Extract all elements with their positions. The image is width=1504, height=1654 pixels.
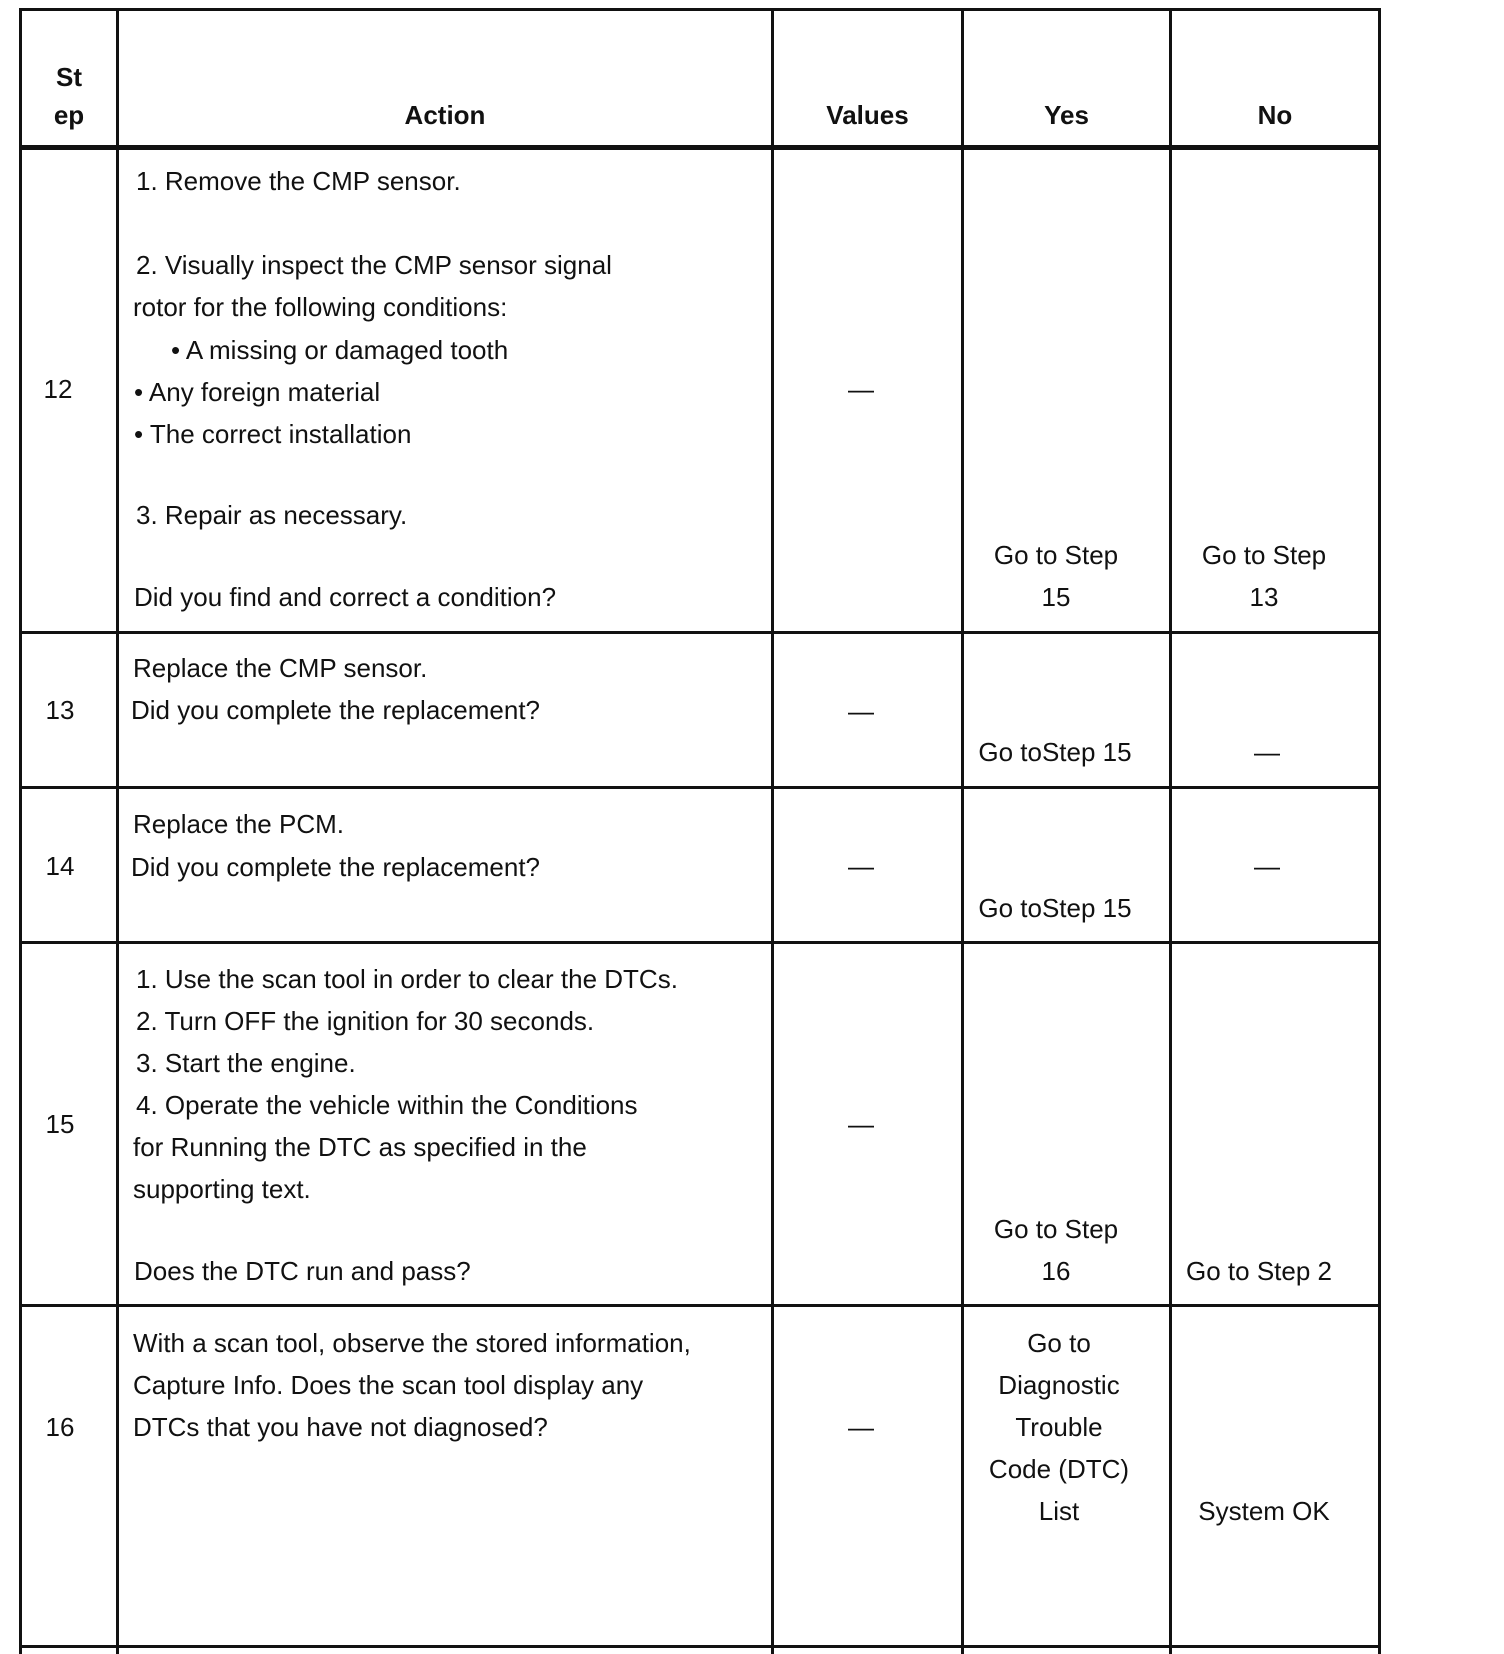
no-cell: Go to Step 13 [1201, 540, 1327, 612]
action-line: • Any foreign material [134, 377, 381, 407]
grid-line [19, 786, 1381, 789]
values-cell: — [848, 1109, 874, 1139]
step-number: 16 [45, 1412, 75, 1442]
grid-line [19, 1304, 1381, 1307]
action-line: 3. Start the engine. [136, 1048, 356, 1078]
grid-line [1378, 8, 1381, 1654]
yes-cell: Go toStep 15 [978, 737, 1132, 767]
grid-line [19, 1645, 1381, 1648]
action-question: Did you complete the replacement? [131, 695, 541, 725]
header-action: Action [404, 100, 486, 130]
yes-cell: Go to Step 15 [993, 540, 1119, 612]
no-cell: — [1254, 851, 1280, 881]
action-line: rotor for the following conditions: [133, 292, 508, 322]
grid-line [116, 8, 119, 1654]
no-cell: System OK [1198, 1496, 1330, 1526]
step-number: 14 [45, 851, 75, 881]
yes-cell: Go to Step 16 [993, 1214, 1119, 1286]
action-question: Did you complete the replacement? [131, 852, 541, 882]
step-number: 15 [45, 1109, 75, 1139]
no-cell: Go to Step 2 [1186, 1256, 1332, 1286]
grid-line [1169, 8, 1172, 1654]
action-question: DTCs that you have not diagnosed? [133, 1412, 548, 1442]
yes-cell: Go to Diagnostic Trouble Code (DTC) List [988, 1328, 1130, 1526]
grid-line [19, 941, 1381, 944]
grid-line [19, 8, 1381, 11]
values-cell: — [848, 374, 874, 404]
action-line: 1. Remove the CMP sensor. [136, 166, 461, 196]
action-question: Did you find and correct a condition? [134, 582, 557, 612]
action-line: 3. Repair as necessary. [136, 500, 408, 530]
action-line: • A missing or damaged tooth [171, 335, 509, 365]
action-line: 4. Operate the vehicle within the Conditions [136, 1090, 638, 1120]
step-number: 12 [43, 374, 73, 404]
header-yes: Yes [1044, 100, 1089, 130]
action-line: 2. Visually inspect the CMP sensor signal [136, 250, 612, 280]
action-line: Replace the CMP sensor. [133, 653, 428, 683]
no-cell: — [1254, 737, 1280, 767]
yes-cell: Go toStep 15 [978, 893, 1132, 923]
action-line: for Running the DTC as specified in the [133, 1132, 587, 1162]
action-question: Does the DTC run and pass? [134, 1256, 471, 1286]
action-line: supporting text. [133, 1174, 311, 1204]
header-step-label: St ep [53, 62, 85, 130]
values-cell: — [848, 696, 874, 726]
values-cell: — [848, 1412, 874, 1442]
grid-line [19, 631, 1381, 634]
header-step [22, 58, 116, 134]
header-values: Values [826, 100, 909, 130]
action-line: • The correct installation [134, 419, 412, 449]
action-line: 2. Turn OFF the ignition for 30 seconds. [136, 1006, 595, 1036]
action-line: Capture Info. Does the scan tool display any [133, 1370, 644, 1400]
header-divider [19, 145, 1381, 150]
header-no: No [1257, 100, 1293, 130]
values-cell: — [848, 851, 874, 881]
action-line: Replace the PCM. [133, 809, 344, 839]
action-line: With a scan tool, observe the stored information, [133, 1328, 691, 1358]
action-line: 1. Use the scan tool in order to clear the DTCs. [136, 964, 678, 994]
step-number: 13 [45, 695, 75, 725]
